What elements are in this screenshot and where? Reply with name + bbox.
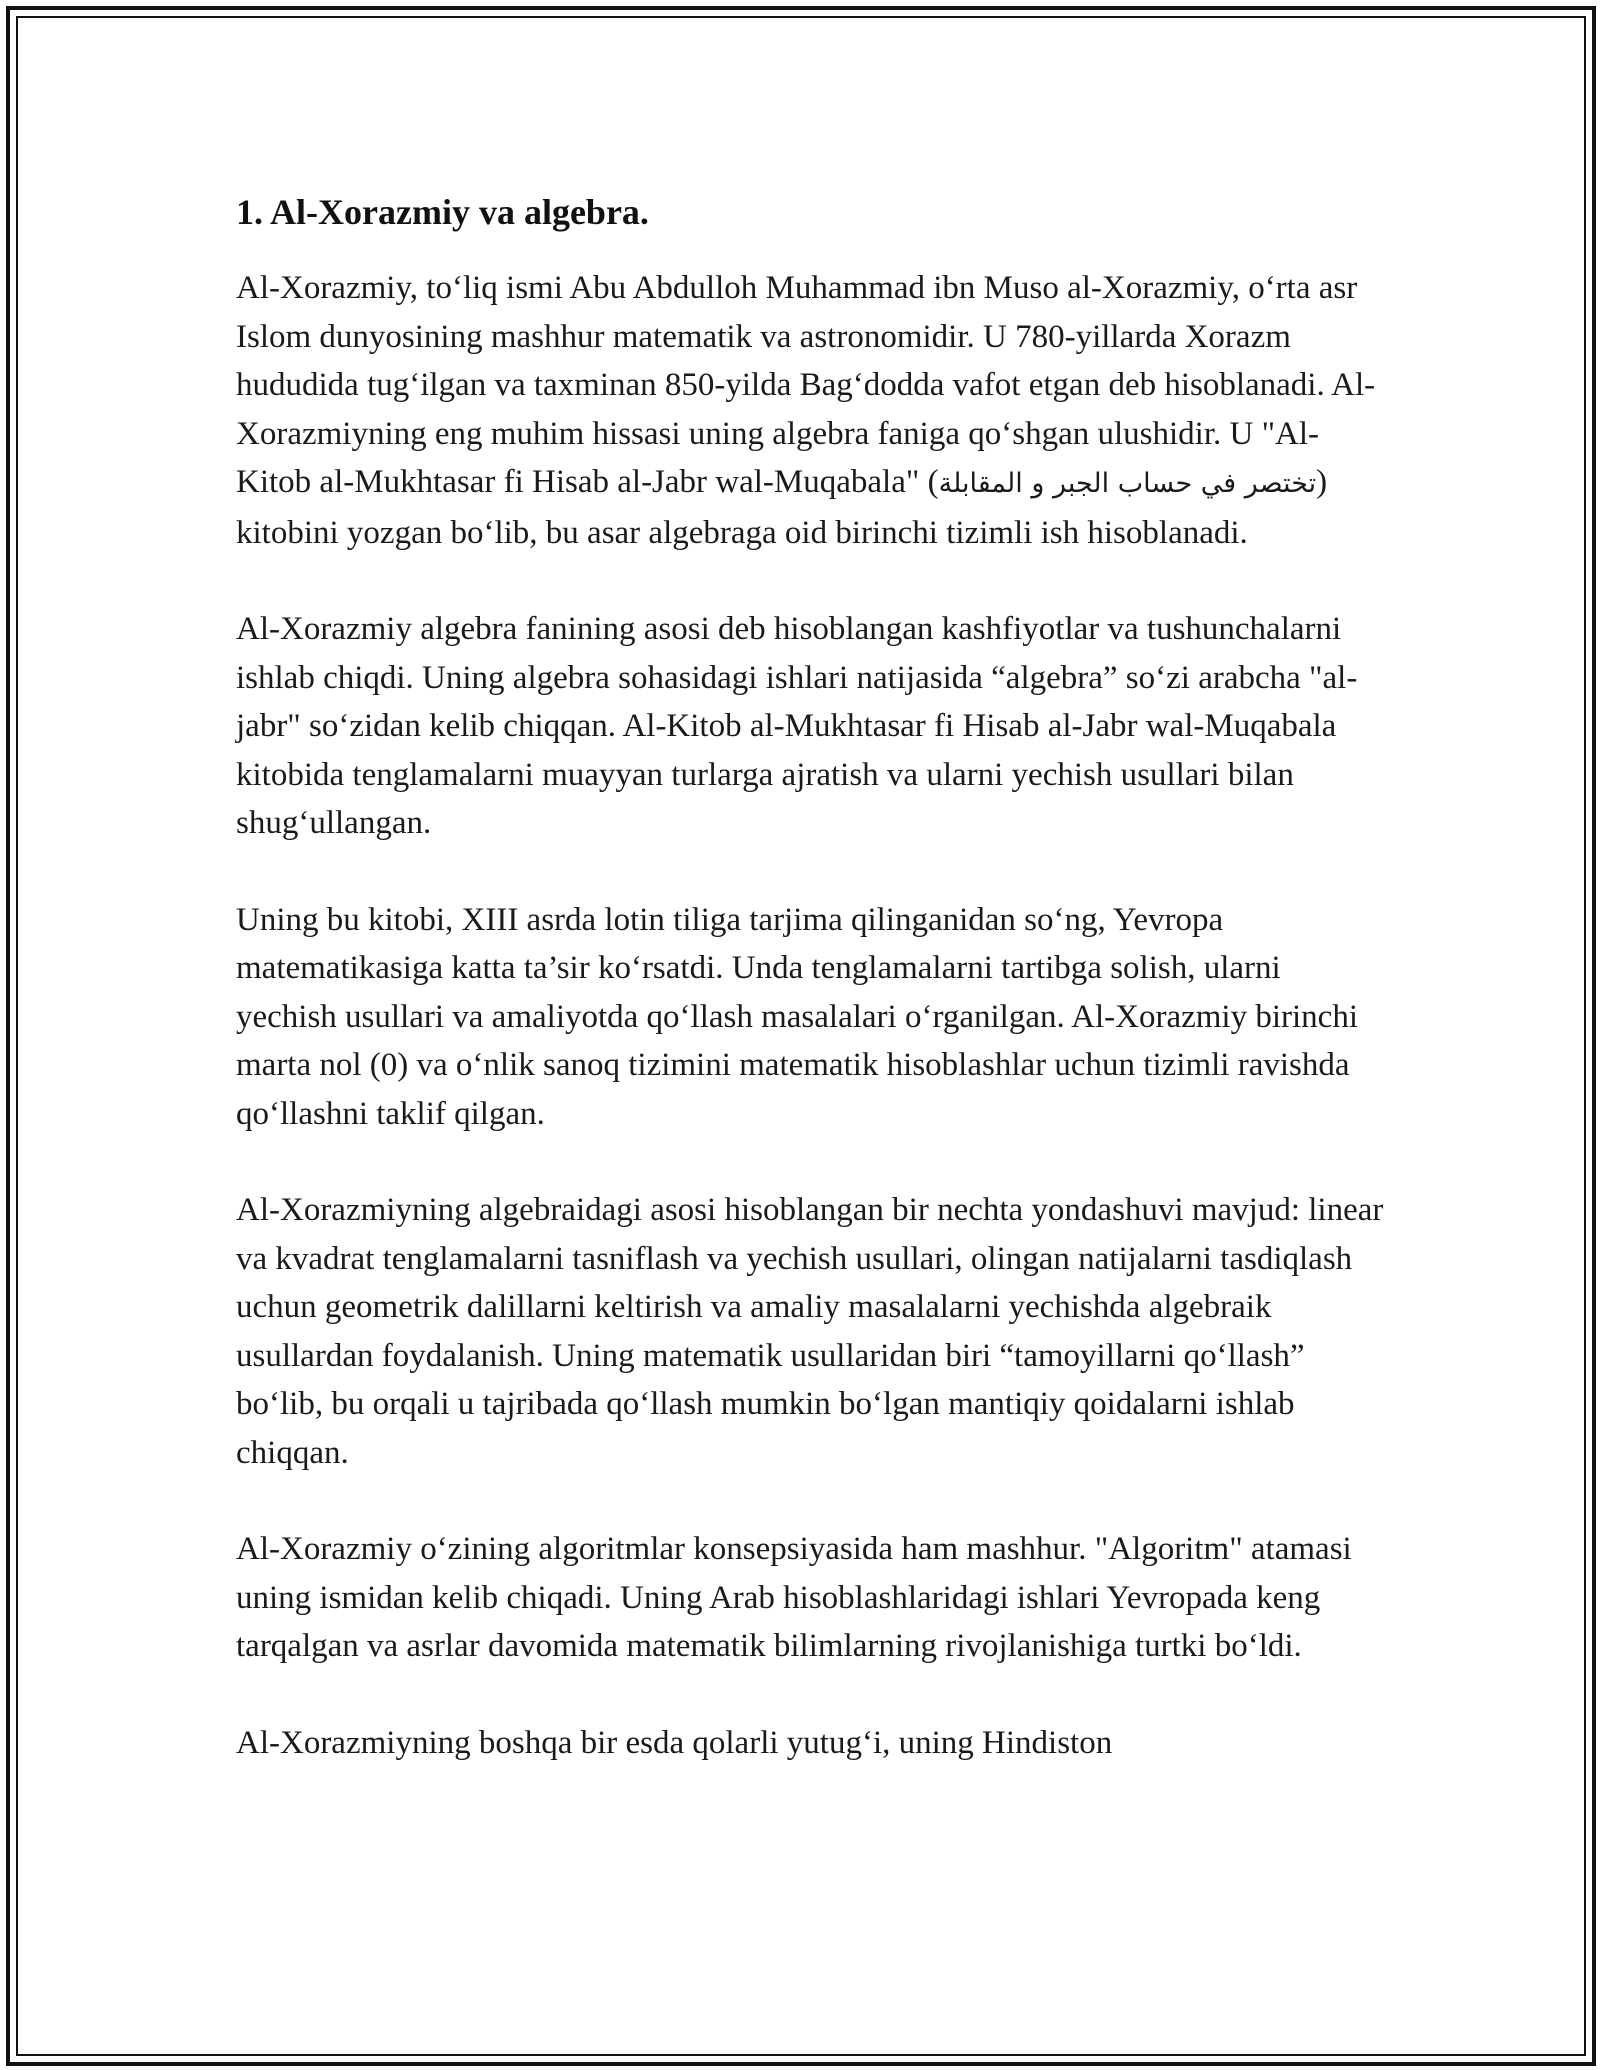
section-heading: 1. Al-Xorazmiy va algebra. — [236, 192, 649, 232]
paragraph-5: Al-Xorazmiy o‘zining algoritmlar konsepsiyasida ham mashhur. "Algoritm" atamasi uning ismidan kelib chiqadi. Uning Arab hisoblashlaridagi ishlari Yevropada keng tarqalgan va asrlar davomida matematik bilimlarning rivojlanishiga turtki bo‘ldi. — [236, 1531, 1352, 1664]
paragraph-3: Uning bu kitobi, XIII asrda lotin tiliga tarjima qilinganidan so‘ng, Yevropa matematikasiga katta ta’sir ko‘rsatdi. Unda tenglamalarni tartibga solish, ularni yechish usullari va amaliyotda qo‘llash masalalari o‘rganilgan. Al-Xorazmiy birinchi marta nol (0) va o‘nlik sanoq tizimini matematik hisoblashlar uchun tizimli ravishda qo‘llashni taklif qilgan. — [236, 901, 1358, 1132]
paragraph-1-text-end: ) kitobini yozgan bo‘lib, bu asar algebraga oid birinchi tizimli ish hisoblanadi. — [236, 464, 1328, 551]
document-body — [236, 188, 1386, 1815]
paragraph-1-text-start: Al-Xorazmiy, to‘liq ismi Abu Abdulloh Muhammad ibn Muso al-Xorazmiy, o‘rta asr Islom dunyosining mashhur matematik va astronomidir. U 780-yillarda Xorazm hududida tug‘ilgan va taxminan 850-yilda Bag‘dodda vafot etgan deb hisoblanadi. Al-Xorazmiyning eng muhim hissasi uning algebra faniga qo‘shgan ulushidir. U "Al-Kitob al-Mukhtasar fi Hisab al-Jabr wal-Muqabala" ( — [236, 270, 1376, 500]
paragraph-1 — [236, 264, 1386, 557]
paragraph-2: Al-Xorazmiy algebra fanining asosi deb hisoblangan kashfiyotlar va tushunchalarni ishlab chiqdi. Uning algebra sohasidagi ishlari natijasida “algebra” so‘zi arabcha "al-jabr" so‘zidan kelib chiqqan. Al-Kitob al-Mukhtasar fi Hisab al-Jabr wal-Muqabala kitobida tenglamalarni muayyan turlarga ajratish va ularni yechish usullari bilan shug‘ullangan. — [236, 611, 1358, 841]
arabic-book-title: تختصر في حساب الجبر و المقابلة — [938, 468, 1317, 499]
paragraph-4: Al-Xorazmiyning algebraidagi asosi hisoblangan bir nechta yondashuvi mavjud: linear va kvadrat tenglamalarni tasniflash va yechish usullari, olingan natijalarni tasdiqlash uchun geometrik dalillarni keltirish va amaliy masalalarni yechishda algebraik usullardan foydalanish. Uning matematik usullaridan biri “tamoyillarni qo‘llash” bo‘lib, bu orqali u tajribada qo‘llash mumkin bo‘lgan mantiqiy qoidalarni ishlab chiqqan. — [236, 1192, 1384, 1471]
paragraph-6: Al-Xorazmiyning boshqa bir esda qolarli yutug‘i, uning Hindiston — [236, 1724, 1113, 1761]
